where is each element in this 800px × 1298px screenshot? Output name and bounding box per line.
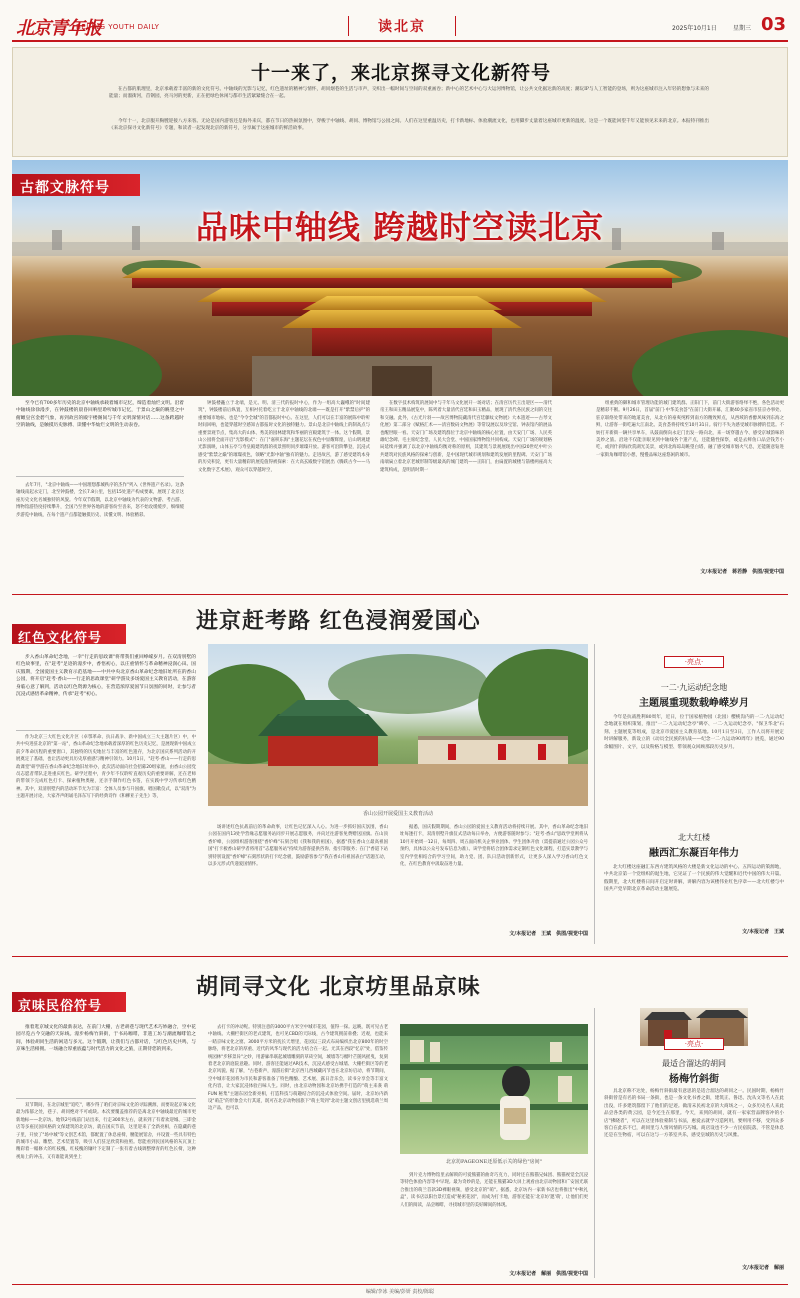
section1-col3-text: 在数字技术构筑的展间中与千年马文化展开一场对话；在清宫历代王出迎区——清代帝王和田玉精品展览中，陈列着大量清代宫廷和田玉精品，展现了清代各民族之间的交往和交融。此外，《古光片羽——故宫博物院藏清代宫廷藤纹文物展》大本遗迹——古琴文化展》第二部分《赋格汇术——清宫数码文物展》等常设展以及珍宝馆、钟表馆内的展品也醒世眼一看。天安门广场及建筑群位于北京中轴线的核心位置，由天安门广场、人民英雄纪念碑、毛主席纪念堂、人民大会堂、中国国家博物馆共同构成。天安门广场的规划格局延续并强调了以北京中轴线均衡对称的原则，其建筑与景观展现出中国20世纪中叶公共建筑对民族风格的探索与创新，是中国现代城市规划和建筑发展的里程碑。天安门广场南端扁立着北京老城形制等级最高的城门建筑——正阳门，由扁置的城楼与箭楼两座高大建筑构成，是明清时期一 [380, 401, 552, 473]
issue-date: 2025年10月1日 [672, 25, 717, 32]
section2-col3-text: 据悉，国庆假期期间，香山公园的爱国主义教育活动将持续开展。其中，香山革命纪念地旧址每逢打卡，双清别墅升旗仪式活动每日举办，方便游客随时参与；"赶考·香山"思政学堂则将从10月开始周一12日，每周四、周五面向机关企事业团体、学生团体开放（需提前通过公园公众号预约，具体以公众号发布信息为准）。该学堂将结合团体需求定制红色文化课程，打造实景教学与室内学堂相结合的学习空间，助力党、团、队日活动创新形式，让更多人深入学习香山红色文化，在红色教育中汲取奋进力量。 [400, 825, 588, 868]
page-title: 十一来了，来北京探寻文化新符号 [250, 62, 551, 84]
section3-col1 [16, 1102, 196, 1278]
section3-col2-text: 去打卡的冲动呢。特别注意的3000平方米空中城市花园，值得一探。远眺，既可见古老中轴线、大栅栏街区的老式建筑，也可见CBD的天际线，古今建筑拥前垂叠；近观，也能来一睹京味文化之窗。3000平方米的抚长天增里，花园以三段式布局编织出北京800年的时空脉络，将老北京的厚重、近代的风华与现代的活力结合在一起。尤其在西段"忆京"处，借鉴传统园林"步移景异"之妙，用游廊串联起城墙雕刻的草砖空间，城墙等与榴叶芒随风摇曳，复刻着老北京的庭院意趣。同时，游客还能通过AR技术，沉浸式感受古城墙、大栅栏街区等的老北京风貌。据了解，"古巷新声，漫游后街"北京西儿西城藏闪节也在北京坊启动，将节期间，空中城市花园将为市民和游客准备了特色精酿、艺术展、露日音乐会，读书分享会等丰富文化内容，让大家沉浸体验百味人生。同时，由北京动物园和北京坊携手打造的"萌主来袭 萌FUN 秘集"主题东园全新亮相，打造科技与萌趣结合的沉浸式体验空间。届时，北京坊内新设"萌芷"的形象会大行其道，既可在北京动物园旅下"萌主驾到"北动主题文创店里挑选萌兰周边产品，也可以 [208, 1025, 388, 1112]
section2-col2-text: 场讲述红色抗战前后的革命故事，让红色记忆深入人心。为进一步抓好国庆氛围，香山公园在国内13处学营缘志愿服务站同步开展志愿服务，并向过往游客免费赠送国旗。在山顶香炉峰，公园组织游客围绕"香炉峰"石刻合唱《我和我的祖国》，据悉"我在香山立最高祖国国"打卡板香山研学者将用首"志愿服务站"持续为游客提供咨询、指引等服务；在门"香道下站别特别设置"香炉峰"石刻形状的打卡纪念板，鼓励游客参与"我在香山有祖国表白"话题互动，以多元形式传递爱国情怀。 [208, 825, 388, 868]
masthead-rule [12, 40, 788, 42]
page-number: 03 [761, 14, 787, 35]
paper-english-name: BEIJING YOUTH DAILY [76, 23, 160, 31]
section2-tag: 红色文化符号 [12, 624, 126, 644]
section3-col3-text: 到片克力博物馆里去解锁的可爱熊猫的曲奇巧克力，同时还在熊猫兄妹团、熊猫视觉全沉浸等特色体验内容等中早现。最为奇妙的是，还能在熊猫3D大屏上观看由北京动物园和广安国光联合推出的萌兰首款3D裸眼视频，感受北京的"萌"。据悉，北京坊内一家新书店也将推出"中秋礼盒"，读书店以阳台景打造成"秘密花园"，而成为打卡地，游客还能在'北京坊'邀'萌'，让他们们更人们的阅读，品尝咖啡，寻找城市里的美好瞬间的体现。 [400, 1173, 588, 1208]
sidebar2-body [604, 1088, 784, 1260]
intro-paragraph-1 [109, 86, 709, 116]
section1-lead [16, 400, 184, 470]
section1-byline: 文/本报记者 蒋若静 供图/视觉中国 [700, 569, 784, 575]
section3-lead-text: 推着逛京城文化的最新表达，在前门大栅，古老胡巷与现代艺术巧妙融合，空中花园尽览古今交融的天际线。漫步杨梅竹斜街，于书局咖啡，非遗工坊与潮流咖啡馆之间，体验胡同生活的闲适与多元。这个假期，让我们与古都对话，与红色历史共鸣，与京味生活相拥。一场融合厚重底蕴与时代活力的文化之旅，正期待您的到来。 [16, 1025, 196, 1053]
sidebar1-badge: ·亮点· [664, 656, 724, 668]
section3-photo-caption: 北京坊PAGEONE还原低示关的绿色"房间" [446, 1159, 542, 1165]
section3-col3 [400, 1172, 588, 1264]
sidebar1-item1-title-b: 主题展重现数载峥嵘岁月 [639, 698, 749, 709]
section3-lead-divider [16, 1098, 196, 1099]
bookstore-photo [400, 1024, 588, 1154]
section1-col4 [596, 400, 784, 566]
section3-byline: 文/本报记者 解丽 供图/视觉中国 [509, 1271, 588, 1277]
intro-text-1: 在古都的肌理里，北京承载着丰富的新的文化符号。中轴线的光影与记忆，红色遗址的精神与情怀，胡同烟巷的生活与市声，交织出一幅时间与空间的双重画卷；新中心的艺术中心与大运河博物馆，让公共文化据达新的高度；潮玩IP与人工智能的登场，则为这座城市注入年轻的想象与未来的能量；而溜街河，首钢园，亮马河的更新，正在把绿色休闲与都市生活紧紧缝合在一起。 [109, 87, 709, 100]
intro-text-2: 今年十一，北京服开胸膛迎接八方来客。无论是国内游客还是海外来宾，都在节日的热闹氛围中，穿梭于中轴线、胡同、博物馆与公园之间。人们在这里重温历史，打卡新地标、体验潮流文化，也用脚步丈量着这座城市更新的温度。这是一个既能回望千年又能预见未来的北京。本报特刊推出《来北京探寻文化新符号》专题，和读者一起发现北京的新符号，分享属于这座城市的鲜活故事。 [109, 119, 709, 132]
section1-col1-text: 去年7月，"北京中轴线——中国理想都城秩序的杰作"列入《世界遗产名录》。这条轴线南起永定门，北至钟鼓楼，全长7.8公里，包括15处遗产构成要素，展现了北京这座历史文化名城独特的风貌。今年双节假期，以北京中轴线为代表的文物游、考古游、博物馆游热度持续攀升，全国乃至世界各地的游客纷至沓来，怒不始攻缓缓步，细细缓步游览中轴线，在每个遗产点都能触摸历史、读懂文明、体验精彩。 [16, 483, 184, 518]
section3-col1-text: 双节期间，在北京城里"追吃"，哪少得了咱们对京味文化的寻踪溯源，而要说起京味文化最为浓郁之处，巷子、胡同绝对不可或缺。本次要覆盖推荐的是离北京中轴线最近的城市更新地标——北京坊。地铁2号线前门站出来，行走300米左右，就来到了有着欢迎城、三即金店等多座民国风格的文保建筑的北京坊，就在国庆节前，这里迎来了全新亮相，在隐藏的巷子里，开放了"场中城"等文创艺术馆，都配置了休息座椅，腰能展馆舍，并设置一些具有特色的城市小品、雕塑、艺术装置等，吸引人们驻足欣赏和拍照。您能看到民国风格的灰瓦顶上精彩着一幅修大的红枝槐，红枝槐的镶叶下定制了一张有着古线调整摩育的红色长椅，这种视角上的冲击，又有谁能说到坐上 [16, 1103, 196, 1160]
sidebar2-title-b: 杨梅竹斜街 [669, 1074, 719, 1085]
section3-top-rule [12, 956, 788, 957]
sidebar1-item2-title-a: 北大红楼 [678, 833, 710, 842]
section2-headline: 进京赶考路 红色浸润爱国心 [196, 609, 481, 634]
editor-credits: 编辑/李冰 美编/彭妍 责校/陈聪 [365, 1289, 435, 1295]
sidebar1-item1-body [604, 714, 784, 790]
bookstore-illustration [400, 1024, 588, 1154]
intro-paragraph-2 [109, 118, 709, 148]
sidebar1 [600, 644, 788, 944]
masthead [0, 0, 800, 44]
section3-col2 [208, 1024, 388, 1278]
forbidden-city-photo [12, 160, 788, 396]
section1-tag: 古都文脉符号 [12, 174, 140, 196]
section1-col1 [16, 482, 184, 582]
sidebar1-item2-title-b: 融西汇东凝百年伟力 [649, 848, 739, 859]
section2-photo-caption: 香山公园开展爱国主义教育活动 [362, 811, 433, 817]
column-divider [594, 1008, 595, 1278]
section3-headline: 胡同寻文化 北京坊里品京味 [196, 975, 481, 1000]
section1-lead-divider [16, 476, 184, 477]
sidebar2-text: 具北京称不达处，杨梅竹斜街最有意思的是适合溜达的胡同之一。民国时期，杨梅竹斜街曾是有名的书局一条街，也是一条文化书香之街，建筑正、鲁迅、沈从文等名人在此出没，许多建筑都留下了他们的足迹。做清末民初北京的大商场之一，众多历史名人来此品尝各类的黄云园，是今还生在那里。今天，来到的胡同，就有一家家营品牌客冲的小店"拂晓者"，可以在这里体验蒙制与书法，惠爱去就学习造阿用，要则用不移，受到众多客自在此乐不已，胡同里与人情风情的巧巧城。商店设也不少一方民宿院落，不管是休息还是在生物宿，可以在这与一方茶室共乐，感受皇城的历史与风雅。 [604, 1089, 784, 1139]
footer-rule [12, 1284, 788, 1285]
section1-col2-text: 钟鼓楼矗立于北端，是元、明、清三代的报时中心，作为一组高大巍峨的"时间建筑"，钟鼓楼前后纵置，互相衬托着屹立于北京中轴线的北端——既是打开"紫禁后护"的重要城市地标，也是"今令全城"的首都报时中心。在这里，人们可以在丰富的展陈中聆听时间回响，也能穿越时空感知古都报时文化的独特魅力。景山是北京中轴线上的制高点与重要景观节点，集高大的山体、秀美的园林建筑和华丽的宫殿建筑于一体。这个假期，景山公园将全面开启"光影模式"：在门"嘉积东海"主题花坛在夜色中显耀辉煌，后山明观建光影演映，山体五亭与寿皇殿建筑群的夜景照明同步璀璨开放。游客可沿阶攀登，沉浸式感受"紫禁之巅"的璀璨夜色，领略"光影中轴"独有的魅力。走进故宫，游了感受建筑本身的历史积淀，更有大量精彩的展览值得被探索：在大高玄殿数字馆展出《腾跃古今——马文化数字艺术展》，观众可以穿越时空， [198, 401, 370, 473]
section1-col4-text: 组重典的御和城市管理功能的城门建筑群。正阳门下，前门大街游客络绎不绝，各色活动更是精彩不断。9月26日，首届"前门·中华美食荟"在前门大街开幕，汇聚40多家省市驻京办事处、驻京联络处带来的地道美食，从北方的豪爽纯粹到南方的精致鲜点，从西域的香醇风味到东海之鲜，让游客一街吃遍大江南北。美食荟将持续至10月31日。骑行不失为感受城市脉搏的佳选。不妨打开新街一辆共享单车，从鼓南倒向永定门出发一路向北，来一场穿越古今、感受京城韵味的美妙之旅。沿途不仅能亲眼见到中轴线各个遗产点，还能随性探察，或是去鲜鱼口品尝钱芳小吃，或到什刹海欣赏湖光美景，或到北海琼岛眺望白塔，融了感受城市烟火气息，还能随意钻进一家街角咖啡馆小憩，慢慢品味这座悠闲的城市。 [596, 401, 784, 458]
section2-col1 [16, 734, 196, 944]
issue-weekday: 星期三 [733, 25, 752, 32]
xiangshan-photo [208, 644, 588, 806]
pavilion-illustration [208, 644, 588, 806]
section1-col3 [380, 400, 552, 582]
section2-col3 [400, 824, 588, 928]
sidebar2-title-a: 最适合溜达的胡同 [662, 1059, 726, 1068]
paper-logo: 北京青年报 [16, 18, 101, 39]
section2-col2 [208, 824, 388, 944]
sidebar1-item2-text: 北大红楼这座融汇东西方建筑风格的大楼是新文化运动的中心、五四运动的策源地，中共北京第一个党组织的诞生地，它见证了一个民族的伟大觉醒和近代中国的伟大开篇。假期里，北大红楼将日间开启定时讲解，讲解内容为该楼伟业红色序章——北大红楼与中国共产党早期北京革命活动主题展览。 [604, 865, 784, 893]
sidebar2-byline: 文/本报记者 解丽 [742, 1265, 784, 1271]
section-label: 读北京 [348, 16, 456, 36]
section2-byline: 文/本报记者 王斌 供图/视觉中国 [509, 931, 588, 937]
top-intro [12, 47, 788, 157]
section2-top-rule [12, 594, 788, 595]
section1-headline: 品味中轴线 跨越时空读北京 [195, 208, 605, 246]
sidebar2 [600, 1008, 788, 1278]
sidebar1-byline: 文/本报记者 王斌 [742, 929, 784, 935]
sidebar1-item1-text: 今年是抗战胜利80周年，近日，位于国家植物园（北园）樱桃沟内的一二·九运动纪念地就在组织策划，推出"一二·九运动纪念亭"碑亭、一二·九运动纪念亭、"保卫华北"石刻、主题展览等组成，是北京市爱国主义教育基地。10月1日至3日，工作人员将开展定时讲解服务，新设立的《动员全民族的抗战——纪念一二·九运动90周年》展览，通过90余幅图片、文字，以及粉格与模型、带领观众回顾那段历史岁月。 [604, 715, 784, 750]
section2-lead [16, 654, 196, 728]
section2-col1-text: 作为北京三大红色文化片区（卓鄂革命、抗日战争、新中国成立三大主题片区）中，中共中央进驻北京的"第一站"，香山革命纪念地承载着深厚的红色历史记忆，是展现新中国成立前夕革命历程的重要窗口，其独特的历史地位与丰富的红色遗存，为北京国庆系列活动的开展奠定了基础，也让活动更具历史厚重感与精神引领力。10月1日，"赶考·香山——行走的思政课堂"研学游在香山革命纪念地旧址举办，此次活动面向社会招募20组家庭，由香山公园党员志愿者带队走进重庆红色。研学过程中，青少年不仅聆听直观历史的重要讲解，还在老师的带领下完成红色打卡、探索植物奥秘，还亲手制作红色书签，在实践中学习传承红色精神。其中，双清别墅内的活动环节尤为丰富：全体人员参与升国旗、唱国歌仪式，以"双清"为主题开展讨论，大家齐声朗诵毛泽东写下的经典诗作《和柳亚子先生》等， [16, 735, 196, 800]
sidebar2-badge: ·亮点· [664, 1038, 724, 1050]
sidebar1-item1-title-a: 一二·九运动纪念地 [660, 683, 728, 692]
section1-lead-text: 至今已有700多年历史的北京中轴线承载着城市记忆，缔造着灿烂文明。沿着中轴线徐徐漫步，在钟鼓楼的晨昏回响里聆听城市记忆，于景山之巅的眺望之中俯瞰皇宫金碧气象，再到故宫的殿宇楼阁间与千年文明深情对话……这条跨越时空的轴线，是触摸历史脉搏、读懂中华灿烂文明的生动表卷。 [16, 401, 184, 429]
section2-lead-text: 步入香山革命纪念地，一幸"行走的思政课"将带我们重回峥嵘岁月。在双清别墅的红色故事里，在"赶考"足迹的漫步中，香悟初心，以庄重情怀与革命精神浸润心田。国庆假期，全国爱国主义教育示范基地——中共中央北京香山革命纪念地旧址所在的香山公园，将开启"赶考·香山——行走的思政课堂"研学游及多场爱国主义教育活动，在游客身临心意了解到，活动以红色资源为核心，在营造浓厚爱国节日氛围的同时，让参与者沉浸式感悟革命精神，传承"赶考"初心。 [16, 655, 196, 698]
sidebar1-item2-body [604, 864, 784, 924]
section1-col2 [198, 400, 370, 582]
section3-lead [16, 1024, 196, 1094]
section2-lead-divider [16, 730, 196, 731]
section3-tag: 京味民俗符号 [12, 992, 126, 1012]
column-divider [594, 644, 595, 944]
